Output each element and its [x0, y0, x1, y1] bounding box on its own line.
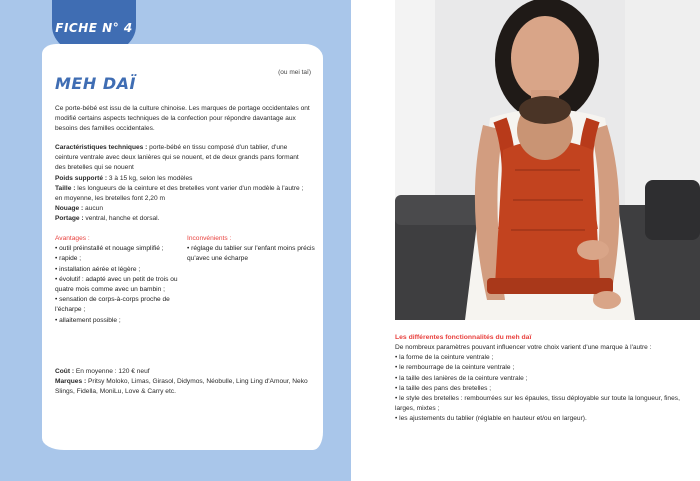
alternate-name: (ou mei taï) — [278, 69, 311, 76]
spec-line: Caractéristiques techniques : porte-bébé en tissu composé d'un tablier, d'une ceinture ventrale avec deux lanières qui se nouent, et de deux grands pans formant des bretelles qui se nouent — [55, 144, 299, 172]
list-item: • outil préinstallé et nouage simplifié ; — [55, 245, 164, 253]
page-title: MEH DAÏ — [55, 74, 136, 93]
brands-line: Marques : Pritsy Moloko, Limas, Girasol, Didymos, Néobulle, Ling Ling d'Amour, Neko Slings, Fidella, MoniLu, Love & Carry etc. — [55, 378, 308, 396]
fiche-tab-label: FICHE N° 4 — [55, 21, 133, 35]
features-intro: De nombreux paramètres pouvant influencer votre choix varient d'une marque à l'autre : — [395, 344, 652, 351]
spec-line: Portage : ventral, hanche et dorsal. — [55, 215, 160, 223]
advantages-heading: Avantages : — [55, 235, 90, 242]
technical-specs — [55, 143, 311, 225]
disadvantages-heading: Inconvénients : — [187, 235, 232, 242]
cost-line: Coût : En moyenne : 120 € neuf — [55, 368, 150, 375]
spec-line: Nouage : aucun — [55, 205, 104, 213]
photo-illustration — [395, 0, 700, 320]
spec-line: Poids supporté : 3 à 15 kg, selon les modèles — [55, 174, 193, 182]
list-item: • installation aérée et légère ; — [55, 265, 141, 273]
list-item: • la taille des pans des bretelles ; — [395, 384, 492, 392]
features-text — [395, 343, 695, 425]
disadvantages-list — [187, 234, 315, 265]
section-title: Les différentes fonctionnalités du meh daï — [395, 334, 532, 341]
list-item: • rapide ; — [55, 255, 82, 263]
list-item: • le rembourrage de la ceinture ventrale ; — [395, 364, 515, 372]
advantages-list — [55, 234, 179, 326]
list-item: • la taille des lanières de la ceinture ventrale ; — [395, 374, 528, 382]
list-item: • la forme de la ceinture ventrale ; — [395, 354, 494, 362]
list-item: • réglage du tablier sur l'enfant moins précis qu'avec une écharpe — [187, 245, 315, 263]
list-item: • évolutif : adapté avec un petit de trois ou quatre mois comme avec un bambin ; — [55, 275, 178, 294]
list-item: • les ajustements du tablier (réglable en hauteur et/ou en largeur). — [395, 415, 587, 423]
list-item: • le style des bretelles : rembourrées sur les épaules, tissu déployable sur toute la longueur, fines, larges, mixtes ; — [395, 395, 680, 413]
list-item: • sensation de corps-à-corps proche de l'écharpe ; — [55, 296, 170, 314]
spec-line: Taille : les longueurs de la ceinture et des bretelles vont varier d'un modèle à l'autre ; en moyenne, les bretelles font 2,20 m — [55, 184, 304, 203]
list-item: • allaitement possible ; — [55, 316, 121, 324]
mother-baby-photo — [395, 0, 700, 320]
cost-brands — [55, 367, 311, 398]
intro-paragraph: Ce porte-bébé est issu de la culture chinoise. Les marques de portage occidentales ont modifié certains aspects techniques de la confection pour répondre davantage aux besoins des familles occidentales. — [55, 105, 310, 133]
